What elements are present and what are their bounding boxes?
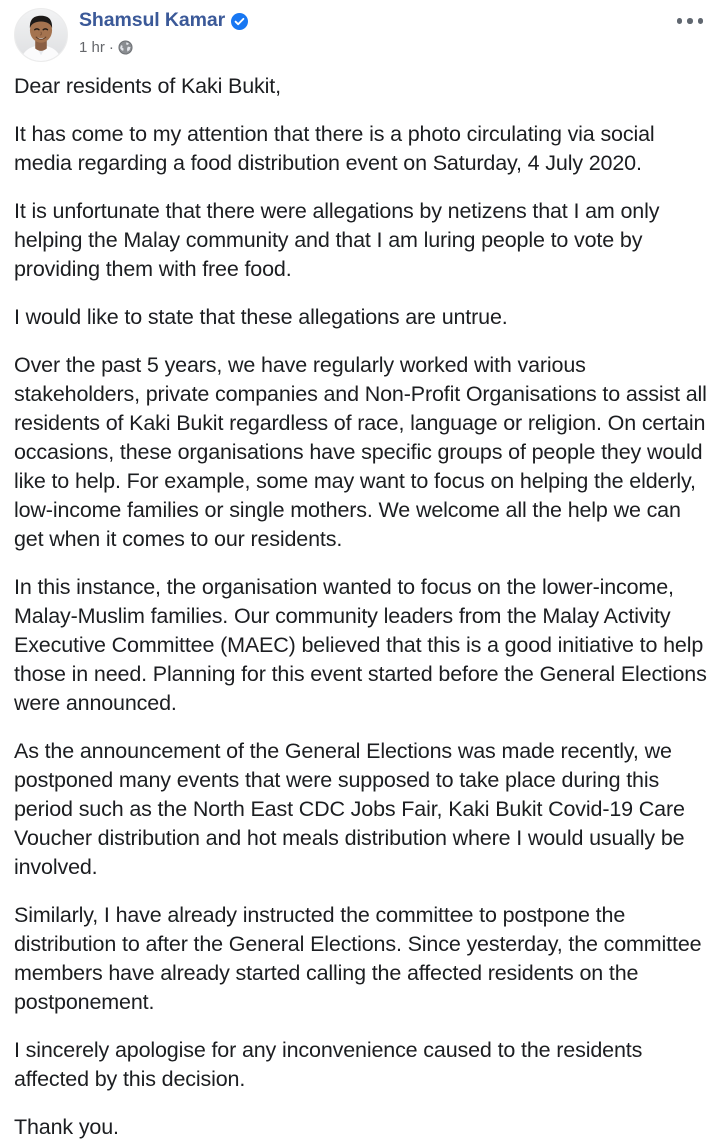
post-options-menu-button[interactable] [669, 6, 711, 36]
avatar[interactable] [14, 8, 68, 62]
post-timestamp[interactable]: 1 hr [79, 38, 105, 56]
post-paragraph: Similarly, I have already instructed the committee to postpone the distribution to after the General Elections. Since yesterday, the committee members have already started calling the affected residents on the postponement. [14, 903, 702, 1014]
ellipsis-dot-3 [698, 18, 704, 24]
verified-check-icon [231, 13, 248, 30]
post-meta-row [79, 40, 248, 55]
post-paragraph: Dear residents of Kaki Bukit, [14, 74, 281, 98]
post-paragraph: It has come to my attention that there is a photo circulating via social media regarding a food distribution event on Saturday, 4 July 2020. [14, 122, 655, 175]
ellipsis-horizontal-icon [677, 18, 683, 24]
ellipsis-dot-2 [687, 18, 693, 24]
post-header [0, 0, 721, 72]
meta-separator: · [108, 38, 114, 56]
author-name[interactable]: Shamsul Kamar [79, 9, 226, 31]
globe-public-icon[interactable] [118, 40, 133, 55]
author-name-row [79, 11, 248, 31]
post-body [0, 72, 721, 1142]
post-paragraph: It is unfortunate that there were allegations by netizens that I am only helping the Malay community and that I am luring people to vote by providing them with free food. [14, 199, 660, 281]
post-author-block [79, 8, 248, 55]
profile-photo-avatar [15, 9, 67, 61]
post-paragraph: I would like to state that these allegations are untrue. [14, 305, 508, 329]
post-paragraph: Over the past 5 years, we have regularly worked with various stakeholders, private companies and Non-Profit Organisations to assist all residents of Kaki Bukit regardless of race, language or religion. On certain occasions, these organisations have specific groups of people they would like to help. For example, some may want to focus on helping the elderly, low-income families or single mothers. We welcome all the help we can get when it comes to our residents. [14, 353, 707, 551]
post-paragraph: I sincerely apologise for any inconvenience caused to the residents affected by this decision. [14, 1038, 643, 1091]
post-paragraph: As the announcement of the General Elections was made recently, we postponed many events that were supposed to take place during this period such as the North East CDC Jobs Fair, Kaki Bukit Covid-19 Care Voucher distribution and hot meals distribution where I would usually be involved. [14, 739, 685, 879]
post-paragraph: In this instance, the organisation wanted to focus on the lower-income, Malay-Muslim families. Our community leaders from the Malay Activity Executive Committee (MAEC) believed that this is a good initiative to help those in need. Planning for this event started before the General Elections were announced. [14, 575, 707, 715]
post-paragraph: Thank you. [14, 1115, 119, 1139]
